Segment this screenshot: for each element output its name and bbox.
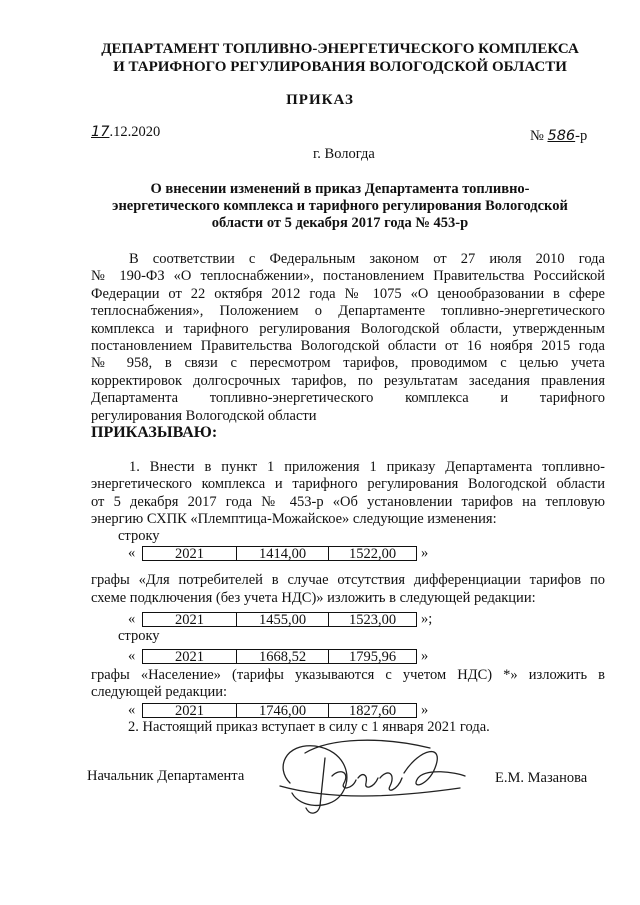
label-stroku: строку (118, 628, 160, 644)
label-stroku: строку (118, 528, 160, 544)
preamble-line: Федерации от 22 октября 2012 года № 1075 «О ценообразовании в сфере (91, 286, 605, 302)
quote-open: « (128, 702, 136, 718)
order-number (530, 128, 587, 145)
preamble-line: регулирования Вологодской области (91, 408, 317, 424)
tariff-year: 2021 (142, 649, 237, 664)
quote-close: »; (421, 611, 433, 627)
item1-line: энергетического комплекса и тарифного регулирования Вологодской области (91, 476, 605, 492)
document-type: ПРИКАЗ (286, 92, 354, 108)
preamble-line: В соответствии с Федеральным законом от 27 июля 2010 года (129, 251, 605, 267)
quote-close: » (421, 648, 429, 664)
order-word: ПРИКАЗЫВАЮ: (91, 424, 218, 441)
tariff-value: 1455,00 (237, 612, 329, 627)
order-title-line2: энергетического комплекса и тарифного регулирования Вологодской (112, 198, 568, 214)
department-name-line1: ДЕПАРТАМЕНТ ТОПЛИВНО-ЭНЕРГЕТИЧЕСКОГО КОМПЛЕКСА (101, 41, 579, 57)
order-number-value: 586 (547, 128, 576, 144)
item2: 2. Настоящий приказ вступает в силу с 1 января 2021 года. (128, 719, 490, 735)
preamble-line: № 190-ФЗ «О теплоснабжении», постановлением Правительства Российской (91, 268, 605, 284)
handwritten-signature (270, 728, 470, 818)
tariff-value: 1522,00 (329, 546, 417, 561)
quote-close: » (421, 545, 429, 561)
tariff-year: 2021 (142, 612, 237, 627)
preamble-line: теплоснабжения», Положением о Департаменте топливно-энергетического (91, 303, 605, 319)
signature-position: Начальник Департамента (87, 768, 245, 784)
preamble-line: № 958, в связи с пересмотром тарифов, проводимом с целью учета (91, 355, 605, 371)
tariff-year: 2021 (142, 546, 237, 561)
item1-line: 1. Внести в пункт 1 приложения 1 приказу Департамента топливно- (129, 459, 605, 475)
tariff-row-2 (128, 611, 432, 628)
tariff-value: 1523,00 (329, 612, 417, 627)
quote-open: « (128, 545, 136, 561)
tariff-row-4 (128, 702, 428, 719)
order-title-line1: О внесении изменений в приказ Департамента топливно- (150, 181, 530, 197)
quote-open: « (128, 611, 136, 627)
tariff-value: 1827,60 (329, 703, 417, 718)
preamble-line: постановлением Правительства Вологодской области от 16 ноября 2015 года (91, 338, 605, 354)
preamble-line: Департамента топливно-энергетического комплекса и тарифного (91, 390, 605, 406)
tariff-value: 1414,00 (237, 546, 329, 561)
tariff-value: 1795,96 (329, 649, 417, 664)
order-title-line3: области от 5 декабря 2017 года № 453-р (211, 215, 469, 231)
tariff-year: 2021 (142, 703, 237, 718)
signature-name: Е.М. Мазанова (495, 770, 588, 786)
preamble-line: комплекса и тарифного регулирования Вологодской области, утвержденным (91, 321, 605, 337)
quote-close: » (421, 702, 429, 718)
order-date-day: 17 (91, 124, 110, 140)
tariff-row-3 (128, 648, 428, 665)
order-date (91, 124, 160, 141)
item1-line: энергию СХПК «Племптица-Можайское» следующие изменения: (91, 511, 497, 527)
order-number-prefix: № (530, 128, 544, 144)
order-number-suffix: -р (575, 128, 588, 144)
preamble-line: корректировок долгосрочных тарифов, по результатам заседания правления (91, 373, 605, 389)
grafa1-line: схеме подключения (без учета НДС)» изложить в следующей редакции: (91, 590, 536, 606)
grafa2-line: следующей редакции: (91, 684, 228, 700)
item1-line: от 5 декабря 2017 года № 453-р «Об установлении тарифов на тепловую (91, 494, 605, 510)
grafa1-line: графы «Для потребителей в случае отсутствия дифференциации тарифов по (91, 572, 605, 588)
tariff-value: 1668,52 (237, 649, 329, 664)
city: г. Вологда (313, 146, 375, 162)
tariff-row-1 (128, 545, 428, 562)
grafa2-line: графы «Население» (тарифы указываются с учетом НДС) *» изложить в (91, 667, 605, 683)
quote-open: « (128, 648, 136, 664)
tariff-value: 1746,00 (237, 703, 329, 718)
order-date-rest: .12.2020 (109, 124, 161, 140)
department-name-line2: И ТАРИФНОГО РЕГУЛИРОВАНИЯ ВОЛОГОДСКОЙ ОБЛАСТИ (113, 59, 567, 75)
